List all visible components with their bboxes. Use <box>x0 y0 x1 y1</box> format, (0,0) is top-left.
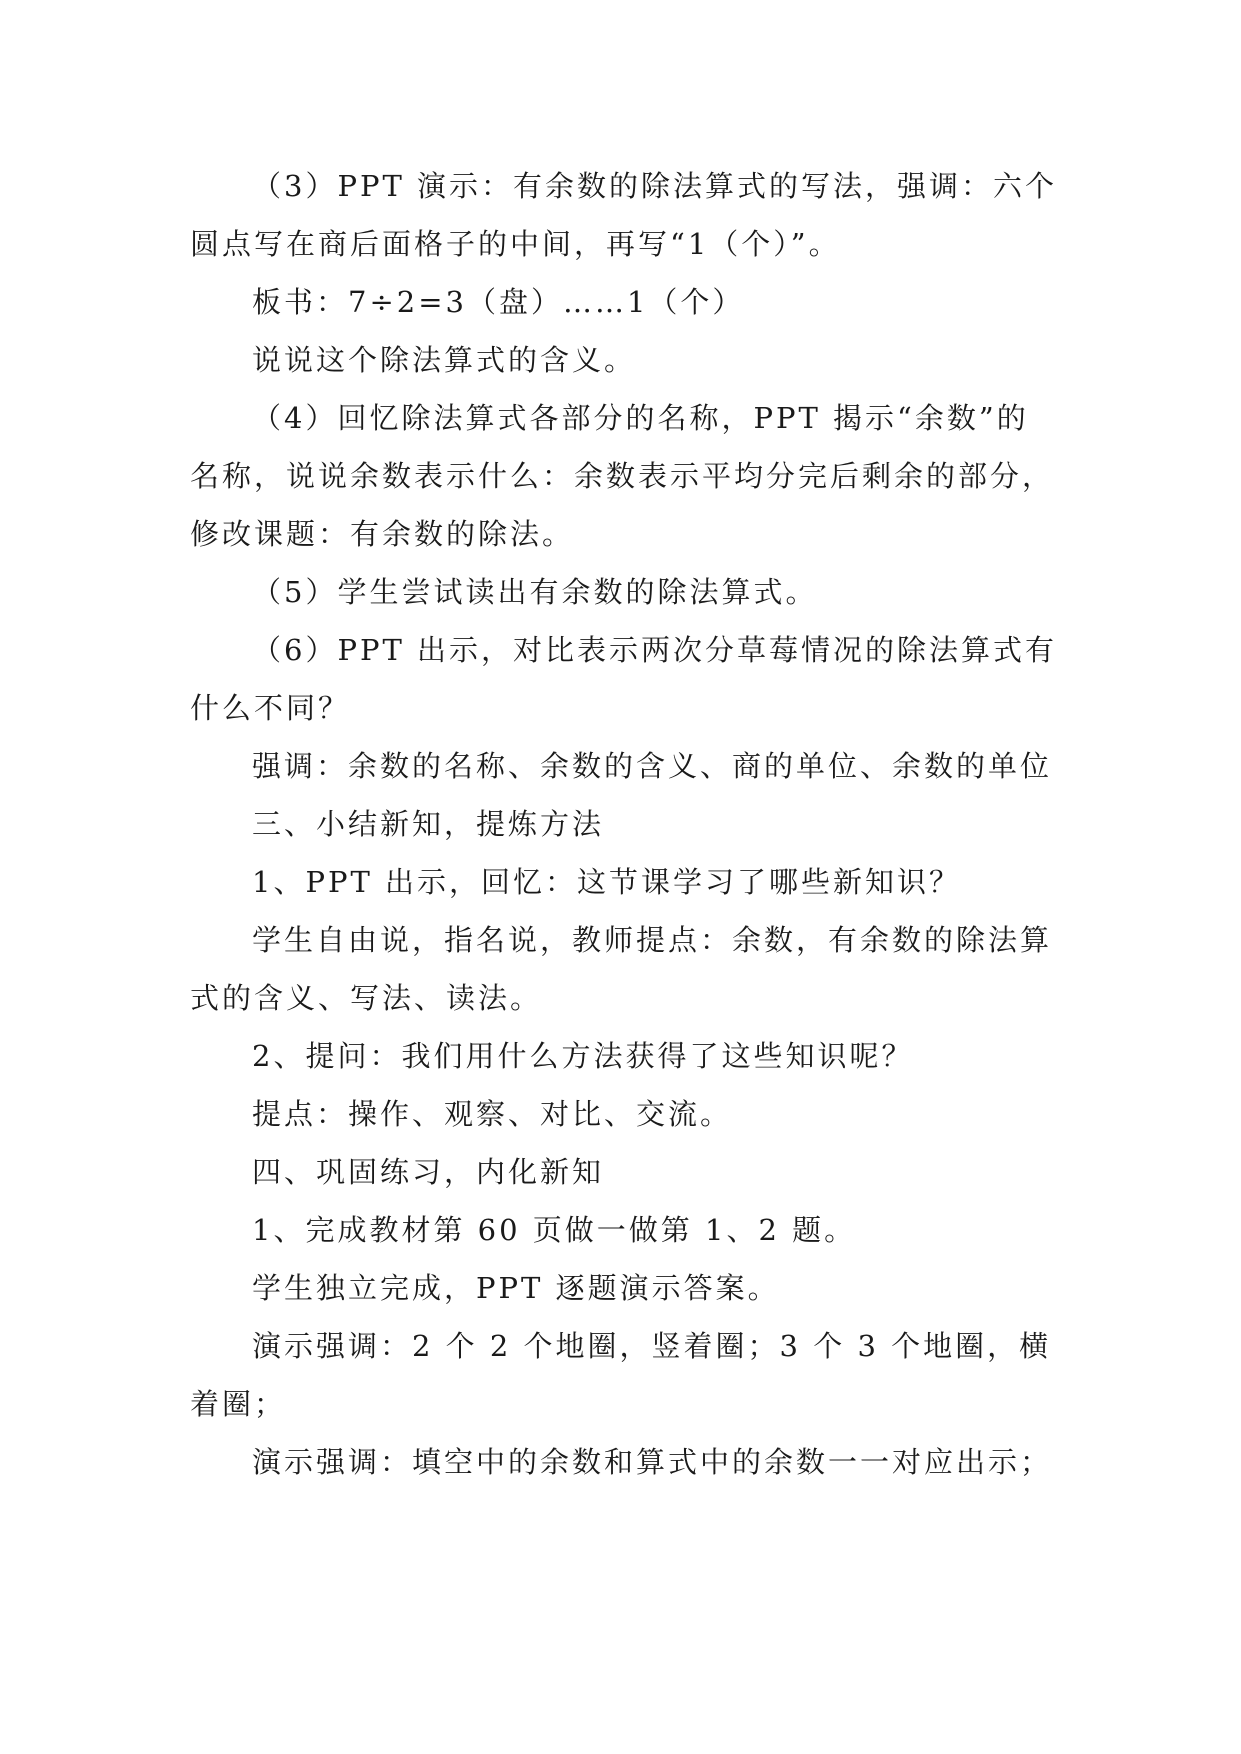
paragraph-p6 <box>190 621 1060 737</box>
paragraph-p7 <box>190 737 1060 795</box>
paragraph-line: 三、小结新知，提炼方法 <box>252 807 605 841</box>
paragraph-line: 修改课题：有余数的除法。 <box>190 517 575 551</box>
paragraph-line: 演示强调：填空中的余数和算式中的余数一一对应出示； <box>252 1445 1053 1479</box>
paragraph-line: （3）PPT 演示：有余数的除法算式的写法，强调：六个 <box>252 169 1058 203</box>
paragraph-line: 提点：操作、观察、对比、交流。 <box>252 1097 733 1131</box>
paragraph-line: 着圈； <box>190 1387 287 1421</box>
paragraph-p14 <box>190 1201 1060 1259</box>
paragraph-p3 <box>190 331 1060 389</box>
paragraph-line: 学生独立完成，PPT 逐题演示答案。 <box>252 1271 780 1305</box>
paragraph-p1 <box>190 157 1060 273</box>
paragraph-line: 名称，说说余数表示什么：余数表示平均分完后剩余的部分， <box>190 459 1055 493</box>
paragraph-line: 学生自由说，指名说，教师提点：余数，有余数的除法 <box>252 923 1021 957</box>
paragraph-line: 位 <box>1020 749 1053 783</box>
paragraph-line: 什么不同？ <box>190 691 351 725</box>
paragraph-p9 <box>190 853 1060 911</box>
paragraph-line: 四、巩固练习，内化新知 <box>252 1155 605 1189</box>
paragraph-line: 板书：7÷2=3（盘）……1（个） <box>252 285 745 319</box>
paragraph-line: 算式的含义、写法、读法。 <box>190 923 1053 1015</box>
paragraph-line: （4）回忆除法算式各部分的名称，PPT 揭示“余数”的 <box>252 401 1029 435</box>
paragraph-line: 1、完成教材第 60 页做一做第 1、2 题。 <box>252 1213 857 1247</box>
paragraph-line: 强调：余数的名称、余数的含义、商的单位、余数的单 <box>252 749 1021 783</box>
paragraph-line: 说说这个除法算式的含义。 <box>252 343 637 377</box>
paragraph-p2 <box>190 273 1060 331</box>
paragraph-p16 <box>190 1317 1060 1433</box>
paragraph-line: 2、提问：我们用什么方法获得了这些知识呢？ <box>252 1039 914 1073</box>
paragraph-p17 <box>190 1433 1060 1491</box>
paragraph-line: 圆点写在商后面格子的中间，再写“1（个）”。 <box>190 227 841 261</box>
paragraph-line: 1、PPT 出示，回忆：这节课学习了哪些新知识？ <box>252 865 962 899</box>
paragraph-p5 <box>190 563 1060 621</box>
paragraph-line: （5）学生尝试读出有余数的除法算式。 <box>252 575 818 609</box>
paragraph-p8 <box>190 795 1060 853</box>
paragraph-p13 <box>190 1143 1060 1201</box>
paragraph-line: 演示强调：2 个 2 个地圈，竖着圈；3 个 3 个地圈，横 <box>252 1329 1052 1363</box>
paragraph-p15 <box>190 1259 1060 1317</box>
document-body <box>190 157 1060 1491</box>
paragraph-p10 <box>190 911 1060 1027</box>
paragraph-line: （6）PPT 出示，对比表示两次分草莓情况的除法算式有 <box>252 633 1058 667</box>
paragraph-p12 <box>190 1085 1060 1143</box>
paragraph-p4 <box>190 389 1060 563</box>
paragraph-p11 <box>190 1027 1060 1085</box>
